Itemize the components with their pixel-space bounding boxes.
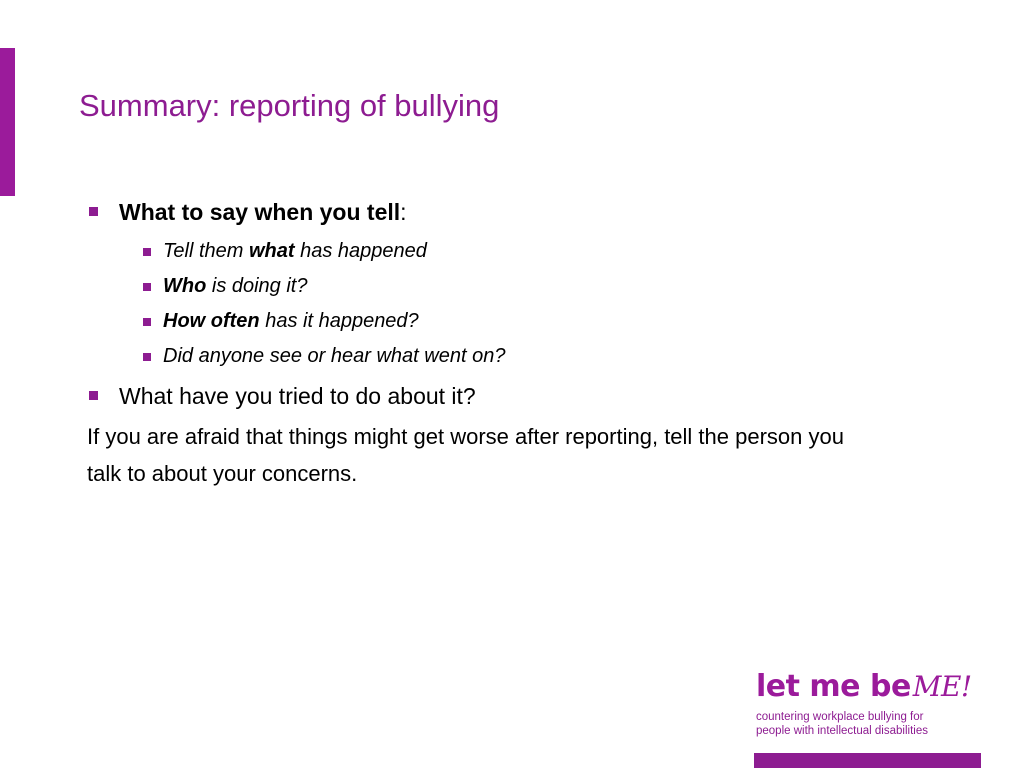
sub-bullet-witnesses — [143, 339, 907, 374]
sub-bullet-what — [143, 234, 907, 269]
logo-wordmark — [756, 664, 986, 710]
bullet-suffix: : — [400, 199, 407, 225]
sub-bullet-text-after: has happened — [294, 240, 427, 262]
square-bullet-icon — [143, 283, 151, 291]
sub-bullet-bold: Who — [163, 275, 207, 297]
sub-bullet-list — [143, 234, 907, 374]
bullet-what-to-say — [87, 196, 907, 228]
logo-tagline-line1: countering workplace bullying for — [756, 711, 924, 723]
sub-bullet-who — [143, 269, 907, 304]
logo-me-text: ME! — [912, 670, 972, 703]
sub-bullet-text-before: Did anyone see or hear what went on? — [163, 345, 506, 367]
square-bullet-icon — [143, 353, 151, 361]
slide-content — [87, 196, 907, 514]
square-bullet-icon — [89, 391, 98, 400]
sub-bullet-how-often — [143, 304, 907, 339]
bullet-bold-text: What to say when you tell — [119, 199, 401, 225]
sub-bullet-bold: How often — [163, 310, 260, 332]
square-bullet-icon — [143, 318, 151, 326]
sub-bullet-text-before: Tell them — [163, 240, 249, 262]
sub-bullet-bold: what — [248, 240, 295, 262]
sub-bullet-text-after: has it happened? — [259, 310, 419, 332]
logo-tagline-line2: people with intellectual disabilities — [756, 725, 928, 737]
slide-title: Summary: reporting of bullying — [79, 88, 500, 123]
concerns-paragraph: If you are afraid that things might get worse after reporting, tell the person you talk to about your concerns. — [87, 424, 844, 486]
square-bullet-icon — [143, 248, 151, 256]
let-me-be-me-logo — [756, 664, 986, 738]
sub-bullet-text-after: is doing it? — [206, 275, 308, 297]
logo-main-text: let me be — [756, 669, 911, 704]
square-bullet-icon — [89, 207, 98, 216]
bullet-text: What have you tried to do about it? — [119, 383, 476, 409]
logo-strip — [754, 753, 981, 768]
bullet-what-have-you-tried — [87, 380, 907, 412]
accent-bar — [0, 48, 15, 196]
